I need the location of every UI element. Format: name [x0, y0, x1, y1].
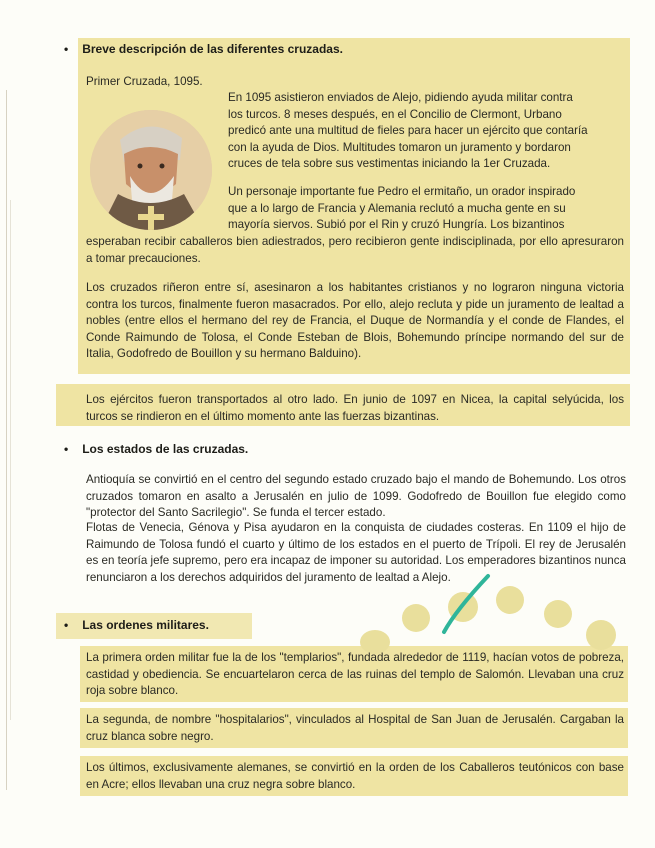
text-line: Un personaje importante fue Pedro el ermitaño, un orador inspirado — [228, 185, 576, 198]
section1-para2 — [228, 184, 624, 234]
section1-heading — [64, 42, 343, 56]
scan-edge-line — [6, 90, 7, 790]
section2-heading-text: Los estados de las cruzadas. — [82, 442, 249, 456]
decor-dot — [402, 604, 430, 632]
text-line: los turcos. 8 meses después, en el Concilio de Clermont, Urbano — [228, 107, 562, 121]
text-line: con la ayuda de Dios. Multitudes tomaron un juramento y bordaron — [228, 140, 571, 154]
scan-edge-line — [10, 200, 11, 720]
decor-dot — [586, 620, 616, 650]
section1-heading-text: Breve descripción de las diferentes cruzadas. — [82, 42, 343, 56]
section1-para2-rest: esperaban recibir caballeros bien adiestrados, pero recibieron gente indisciplinada, por ello apresuraron a tomar precauciones. — [86, 235, 624, 265]
text-line: En 1095 asistieron enviados de Alejo, pidiendo ayuda militar contra — [228, 91, 573, 104]
first-crusade-title: Primer Cruzada, 1095. — [86, 75, 203, 88]
section1-para3: Los cruzados riñeron entre sí, asesinaron a los habitantes cristianos y no lograron ninguna victoria contra los turcos, finalmente fueron masacrados. Por ello, alejo recluta y pide un juramento de lealtad a nobles (entre ellos el hermano del rey de Francia, el Duque de Normandía y el conde de Flandes, el Conde Raimundo de Tolosa, el Conde Esteban de Blois, Bohemundo príncipe normando del sur de Italia, Godofredo de Bouillon y su hermano Balduino). — [86, 281, 624, 361]
bullet: • — [64, 42, 69, 56]
section1-para1 — [228, 90, 624, 173]
section3-heading-text: Las ordenes militares. — [82, 618, 209, 632]
section1-para4: Los ejércitos fueron transportados al otro lado. En junio de 1097 en Nicea, la capital selyúcida, los turcos se rindieron en el último momento ante las fuerzas bizantinas. — [86, 393, 624, 423]
teutonicos-paragraph: Los últimos, exclusivamente alemanes, se convirtió en la orden de los Caballeros teutónicos con base en Acre; ellos llevaban una cruz negra sobre blanco. — [86, 761, 624, 791]
urban-portrait — [90, 110, 212, 230]
section2-para2: Flotas de Venecia, Génova y Pisa ayudaron en la conquista de ciudades costeras. En 1109 el hijo de Raimundo de Tolosa fundó el cuarto y último de los estados en el puerto de Trípoli. El rey de Jerusalén es en teoría jefe supremo, pero era incapaz de imponer su autoridad. Los emperadores bizantinos nunca renunciaron a los derechos adquiridos del juramento de lealtad a Alejo. — [86, 521, 626, 584]
decor-dot — [496, 586, 524, 614]
bullet: • — [64, 618, 69, 632]
text-line: predicó ante una multitud de fieles para hacer un ejército que contaría — [228, 124, 588, 138]
decor-dot — [544, 600, 572, 628]
bullet: • — [64, 442, 69, 456]
text-line: que a lo largo de Francia y Alemania reclutó a mucha gente en su — [228, 201, 566, 215]
templarios-paragraph: La primera orden militar fue la de los "templarios", fundada alrededor de 1119, hacían votos de pobreza, castidad y obediencia. Se encuartelaron cerca de las ruinas del templo de Salomón. Llevaban una cruz roja sobre blanco. — [86, 651, 624, 698]
hospitalarios-paragraph: La segunda, de nombre "hospitalarios", vinculados al Hospital de San Juan de Jerusalén. Cargaban la cruz blanca sobre negro. — [86, 713, 624, 743]
text-line: cruces de tela sobre sus vestimentas iniciando la 1er Cruzada. — [228, 157, 551, 171]
text-line: mayoría siervos. Subió por el Rin y cruzó Hungría. Los bizantinos — [228, 218, 565, 232]
section3-heading — [64, 618, 209, 632]
section2-heading — [64, 442, 248, 456]
section2-para1: Antioquía se convirtió en el centro del segundo estado cruzado bajo el mando de Bohemundo. Los otros cruzados tomaron en asalto a Jerusalén en julio de 1099. Godofredo de Bouillon fue elegido como "protector del Santo Sacrilegio". Se funda el tercer estado. — [86, 473, 626, 520]
